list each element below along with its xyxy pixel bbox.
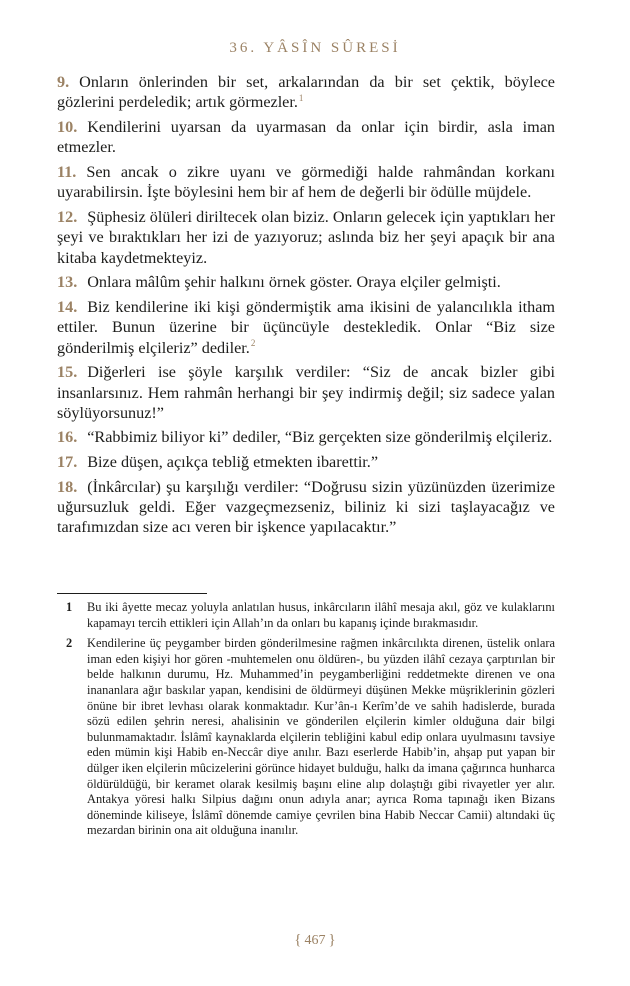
footnote-text: Bu iki âyette mecaz yoluyla anlatılan husus, inkârcıların ilâhî mesaja akıl, göz ve kulaklarını kapamayı tercih ettikleri için Allah’ın da onları bu kapanış içinde bırakmasıdır. — [87, 600, 555, 630]
footnote-list — [57, 600, 555, 844]
verse-text: Diğerleri ise şöyle karşılık verdiler: “Siz de ancak bizler gibi insanlarsınız. Hem rahmân herhangi bir şey indirmiş değil; siz sadece yalan söylüyorsunuz!” — [57, 363, 555, 422]
ornament-right-icon: } — [328, 932, 336, 948]
verse-16 — [57, 427, 555, 447]
verse-number: 12. — [57, 207, 78, 226]
verse-text: Biz kendilerine iki kişi göndermiştik ama ikisini de yalancılıkla itham ettiler. Bunun üzerine bir üçüncüyle destekledik. Onlar “Biz size gönderilmiş elçileriz” dediler. — [57, 297, 555, 357]
page-number: 467 — [304, 933, 326, 948]
verse-number: 11. — [57, 162, 77, 181]
verse-text: “Rabbimiz biliyor ki” dediler, “Biz gerçekten size gönderilmiş elçileriz. — [87, 428, 553, 447]
footnote-number: 1 — [66, 600, 73, 614]
footnote-ref-2[interactable]: 2 — [250, 338, 256, 349]
running-header: 36. YÂSÎN SÛRESİ — [229, 40, 401, 56]
verse-9 — [57, 72, 555, 113]
footnote-number: 2 — [66, 636, 73, 651]
verse-number: 13. — [57, 273, 78, 292]
verse-13 — [57, 272, 555, 292]
footnote-2 — [57, 636, 555, 839]
verse-text: Bize düşen, açıkça tebliğ etmekten ibarettir.” — [87, 453, 379, 472]
verse-18 — [57, 477, 555, 538]
verse-number: 17. — [57, 453, 78, 472]
footnote-divider — [57, 593, 207, 594]
verse-17 — [57, 452, 555, 472]
verse-number: 16. — [57, 428, 78, 447]
page-number-block — [0, 932, 630, 949]
verse-text: Kendilerini uyarsan da uyarmasan da onlar için birdir, asla iman etmezler. — [57, 117, 555, 157]
ornament-left-icon: { — [294, 932, 302, 948]
verse-14 — [57, 297, 555, 358]
verse-11 — [57, 162, 555, 203]
verse-number: 14. — [57, 297, 78, 316]
verse-number: 15. — [57, 363, 78, 382]
verse-number: 10. — [57, 117, 78, 136]
verse-list — [57, 72, 555, 542]
footnote-1 — [57, 600, 555, 631]
verse-text: Sen ancak o zikre uyanı ve görmediği halde rahmândan korkanı uyarabilirsin. İşte böylesini hem bir af hem de değerli bir ödülle müjdele. — [57, 162, 555, 202]
verse-text: Onlara mâlûm şehir halkını örnek göster. Oraya elçiler gelmişti. — [87, 273, 501, 292]
footnote-ref-1[interactable]: 1 — [298, 92, 304, 103]
verse-10 — [57, 117, 555, 158]
verse-12 — [57, 207, 555, 268]
footnote-text: Kendilerine üç peygamber birden gönderilmesine rağmen inkârcılıkta direnen, üstelik onlara iman eden kişiyi hor gören -muhtemelen onu öldüren-, bu yüzden ilâhî cezaya çarptırılan bir belde halkının durumu, Hz. Muhammed’in peygamberliğini reddetmekte direnen ve ona inananlara ağır baskılar yapan, kendisini de öldürmeyi düşünen Mekke müşriklerinin gözleri önüne bir ibret levhası olarak konmaktadır. Kur’ân-ı Kerîm’de ve sahih hadislerde, burada sözü edilen şehrin neresi, ahalisinin ve gönderilen elçilerin kimler olduğuna dair bilgi bulunmamaktadır. İslâmî kaynaklarda elçilerin tebliğini kabul edip onlara uyulmasını tavsiye eden mümin kişi Habib en-Neccâr diye anılır. Bazı eserlerde Habib’in, ahşap put yapan bir dülger iken elçilerin mûcizelerini görünce hidayet bulduğu, halkı da imana çağırınca hunharca öldürüldüğü, bir keramet olarak kesilmiş başını eline alıp dolaştığı gibi rivayetler yer alır. Antakya yöresi halkı Silpius dağını onun adıyla anar; ayrıca Roma tapınağı iken Bizans döneminde kiliseye, İslâmî dönemde camiye çevrilen bina Habib Neccar Camii) altındaki üç mezardan birinin ona ait olduğuna inanılır. — [87, 636, 555, 838]
verse-text: Onların önlerinden bir set, arkalarından da bir set çektik, böylece gözlerini perdeledik; artık görmezler. — [57, 73, 555, 112]
verse-text: Şüphesiz ölüleri diriltecek olan biziz. Onların gelecek için yaptıkları her şeyi ve bıraktıkları her izi de yazıyoruz; aslında biz her şeyi apaçık bir ana kitaba kaydetmekteyiz. — [57, 207, 555, 267]
verse-text: (İnkârcılar) şu karşılığı verdiler: “Doğrusu sizin yüzünüzden üzerimize uğursuzluk geldi. Eğer vazgeçmezseniz, biliniz ki sizi taşlayacağız ve tarafımızdan size acı veren bir işkence yapılacaktır.” — [57, 477, 555, 537]
verse-number: 18. — [57, 477, 78, 496]
verse-15 — [57, 362, 555, 423]
verse-number: 9. — [57, 73, 70, 91]
